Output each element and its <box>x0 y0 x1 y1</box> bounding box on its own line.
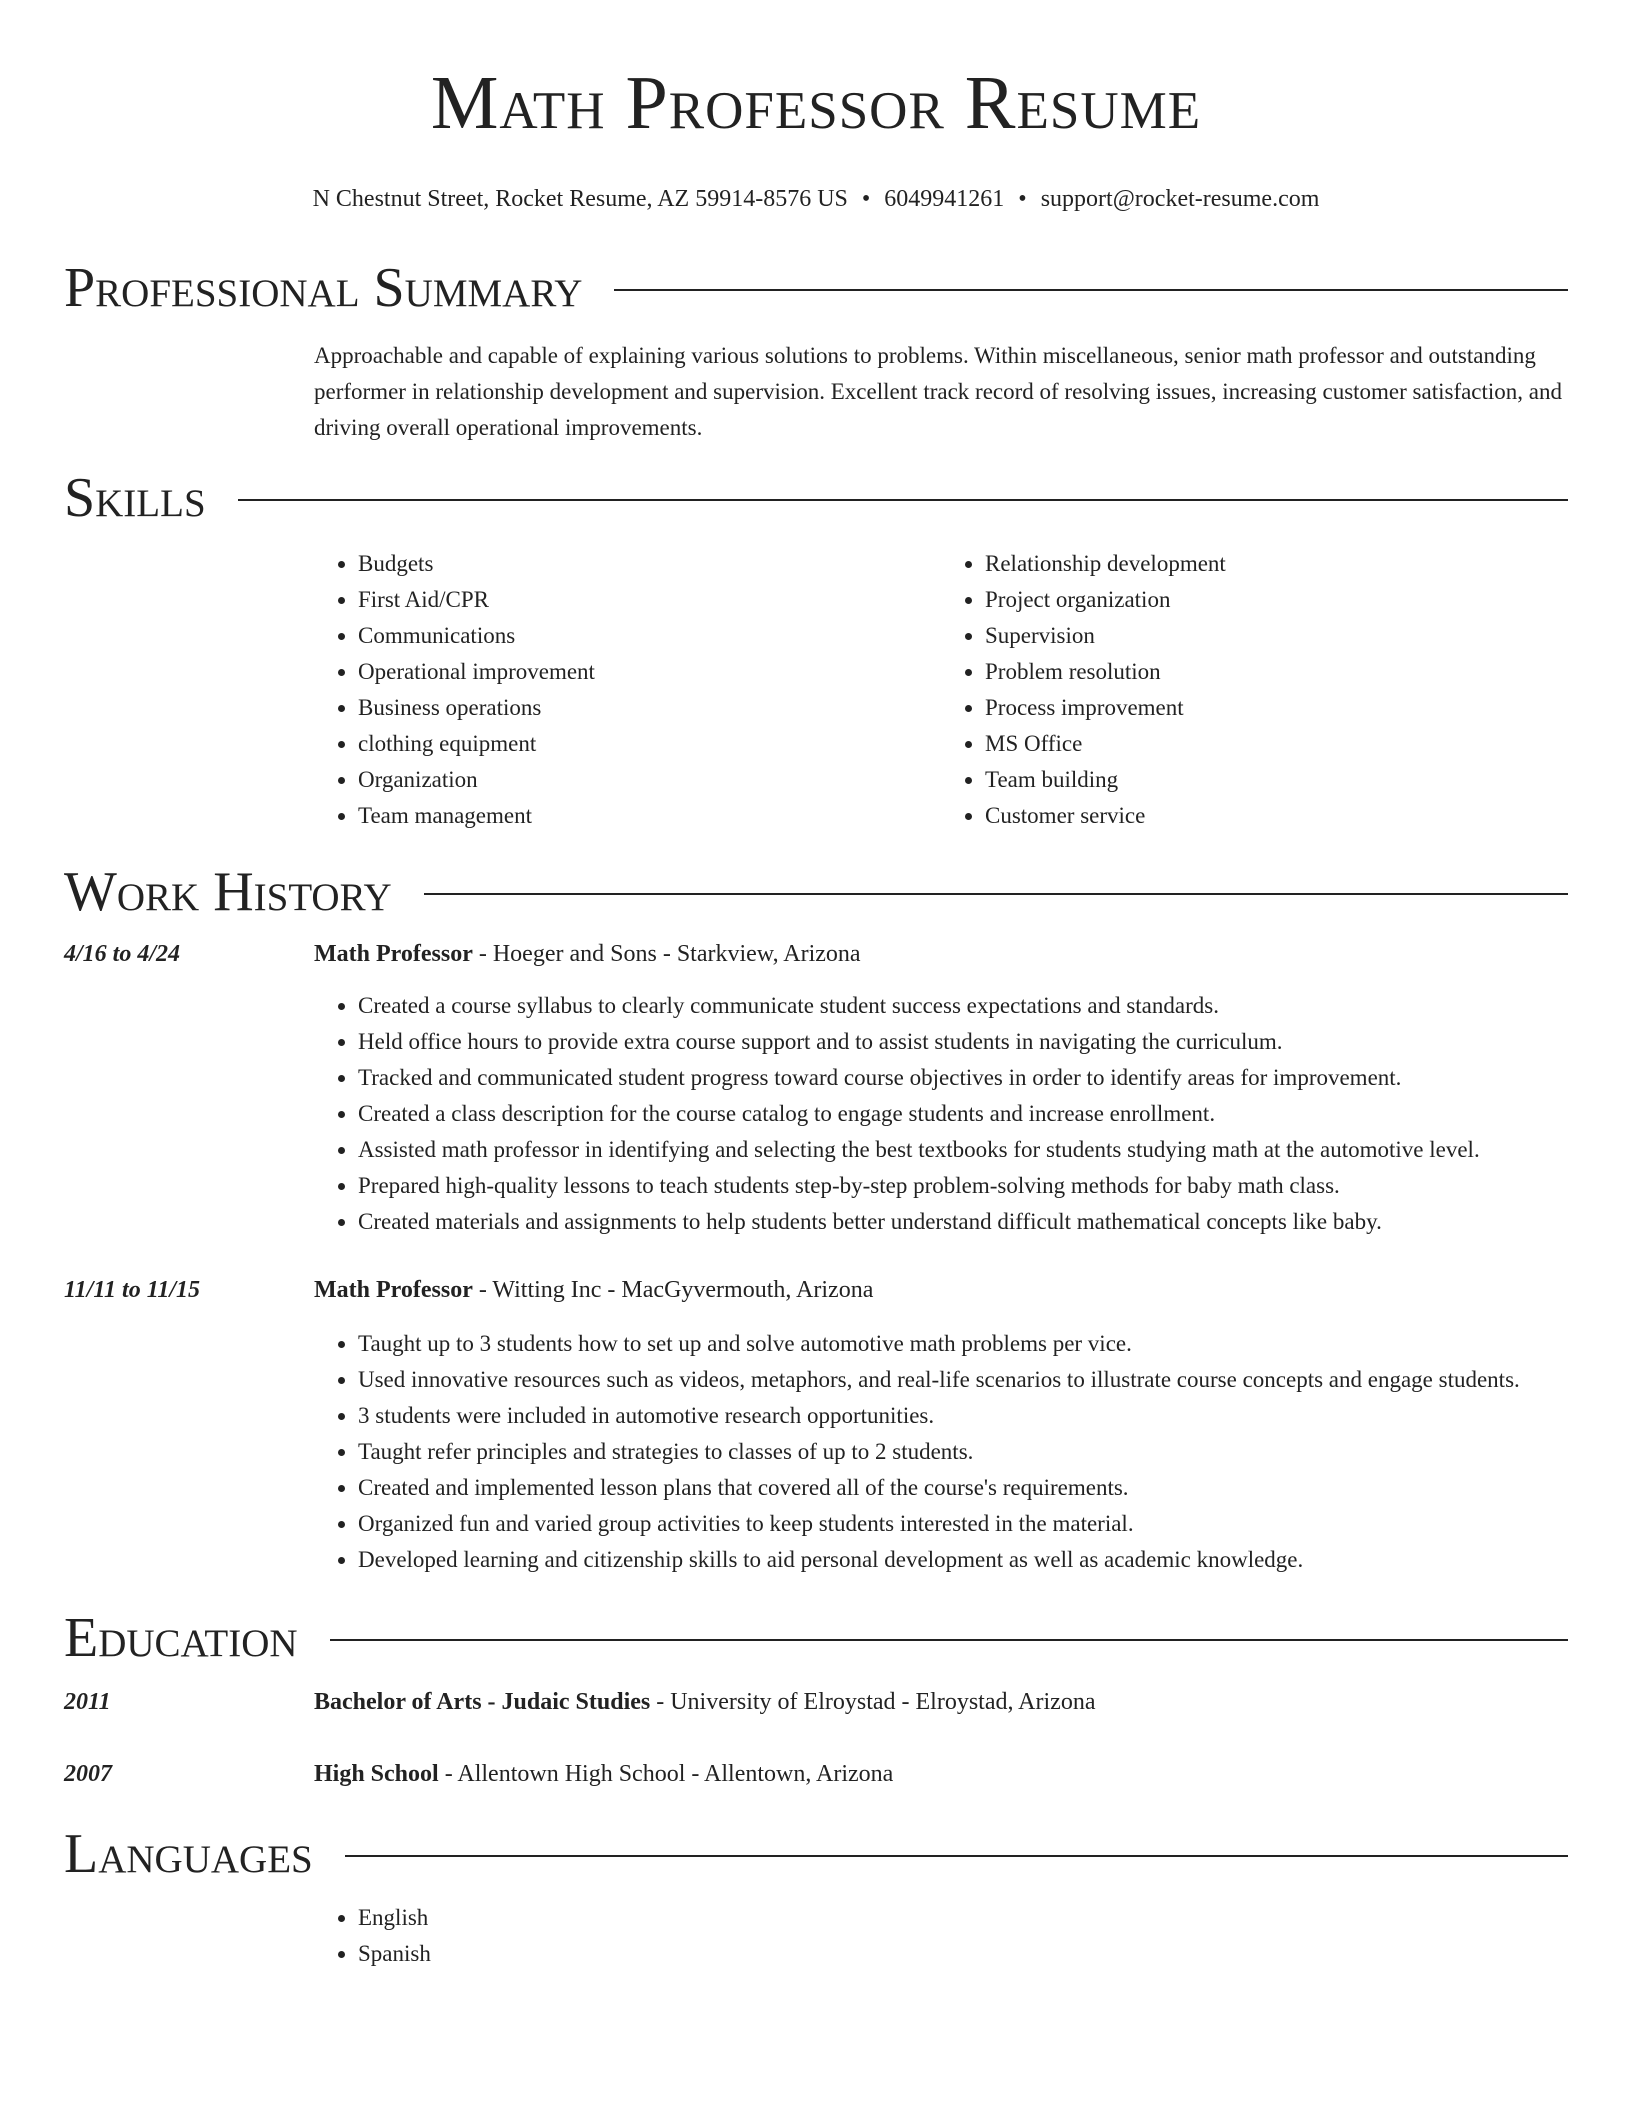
job-duties <box>314 1326 1568 1578</box>
section-divider <box>238 499 1568 501</box>
skill-item: • Problem resolution <box>985 654 1568 690</box>
job-title: Math Professor <box>314 1277 473 1303</box>
skill-item: • Communications <box>358 618 941 654</box>
job-employer: - Hoeger and Sons - Starkview, Arizona <box>472 941 861 967</box>
education-section-header <box>64 1606 1568 1670</box>
skill-item: • Customer service <box>985 798 1568 834</box>
address: N Chestnut Street, Rocket Resume, AZ 59914-8576 US <box>312 186 848 212</box>
job-bullet: • Created a course syllabus to clearly communicate student success expectations and standards. <box>358 988 1568 1024</box>
job-bullet: • Taught up to 3 students how to set up and solve automotive math problems per vice. <box>358 1326 1568 1362</box>
education-year: 2011 <box>64 1689 111 1715</box>
job-title: Math Professor <box>314 941 473 967</box>
education-school: - Allentown High School - Allentown, Arizona <box>438 1761 894 1787</box>
language-item: • English <box>358 1900 1568 1936</box>
skills-section-header <box>64 466 1568 530</box>
language-bullets <box>314 1900 1568 1972</box>
summary-heading: Professional Summary <box>64 257 583 319</box>
language-item: • Spanish <box>358 1936 1568 1972</box>
job-bullet: • Developed learning and citizenship skills to aid personal development as well as academic knowledge. <box>358 1542 1568 1578</box>
job-bullet: • Held office hours to provide extra course support and to assist students in navigating the curriculum. <box>358 1024 1568 1060</box>
summary-section-header <box>64 256 1568 320</box>
skills-column-right <box>941 546 1568 834</box>
job-entry-header <box>64 1272 1568 1308</box>
languages-section-header <box>64 1822 1568 1886</box>
skill-item: • Business operations <box>358 690 941 726</box>
skill-item: • Project organization <box>985 582 1568 618</box>
job-duties <box>314 988 1568 1240</box>
job-bullet: • 3 students were included in automotive research opportunities. <box>358 1398 1568 1434</box>
skill-item: • Team management <box>358 798 941 834</box>
skill-item: • Budgets <box>358 546 941 582</box>
phone: 6049941261 <box>884 186 1005 212</box>
email: support@rocket-resume.com <box>1040 186 1320 212</box>
education-entry <box>64 1756 1568 1792</box>
skill-item: • Operational improvement <box>358 654 941 690</box>
job-bullet: • Tracked and communicated student progress toward course objectives in order to identify areas for improvement. <box>358 1060 1568 1096</box>
section-divider <box>330 1639 1568 1641</box>
resume-title: Math Professor Resume <box>430 61 1202 145</box>
education-line <box>314 1684 1095 1720</box>
skill-item: • Team building <box>985 762 1568 798</box>
job-bullet: • Taught refer principles and strategies to classes of up to 2 students. <box>358 1434 1568 1470</box>
job-bullet: • Organized fun and varied group activities to keep students interested in the material. <box>358 1506 1568 1542</box>
skills-list <box>314 546 1568 834</box>
separator: • <box>1018 186 1027 212</box>
job-bullet: • Created a class description for the course catalog to engage students and increase enrollment. <box>358 1096 1568 1132</box>
education-heading: Education <box>64 1607 298 1669</box>
job-title-line <box>314 1272 873 1308</box>
job-bullet: • Created materials and assignments to help students better understand difficult mathematical concepts like baby. <box>358 1204 1568 1240</box>
skill-item: • Process improvement <box>985 690 1568 726</box>
skill-item: • First Aid/CPR <box>358 582 941 618</box>
job-bullet: • Assisted math professor in identifying and selecting the best textbooks for students studying math at the automotive level. <box>358 1132 1568 1168</box>
job-bullet: • Created and implemented lesson plans that covered all of the course's requirements. <box>358 1470 1568 1506</box>
education-degree: Bachelor of Arts - Judaic Studies <box>314 1689 651 1715</box>
job-bullets <box>314 1326 1568 1578</box>
section-divider <box>614 289 1568 291</box>
job-dates: 4/16 to 4/24 <box>64 941 181 967</box>
languages-list <box>314 1900 1568 1972</box>
education-degree: High School <box>314 1761 439 1787</box>
skill-item: • Supervision <box>985 618 1568 654</box>
skill-item: • Relationship development <box>985 546 1568 582</box>
job-dates: 11/11 to 11/15 <box>64 1277 201 1303</box>
job-employer: - Witting Inc - MacGyvermouth, Arizona <box>472 1277 874 1303</box>
education-year: 2007 <box>64 1761 112 1787</box>
section-divider <box>345 1855 1568 1857</box>
education-entry <box>64 1684 1568 1720</box>
job-bullet: • Used innovative resources such as videos, metaphors, and real-life scenarios to illustrate course concepts and engage students. <box>358 1362 1568 1398</box>
education-school: - University of Elroystad - Elroystad, Arizona <box>650 1689 1096 1715</box>
work-heading: Work History <box>64 861 392 923</box>
job-entry-header <box>64 936 1568 972</box>
skill-item: • clothing equipment <box>358 726 941 762</box>
section-divider <box>424 893 1568 895</box>
contact-line <box>64 184 1568 214</box>
summary-text: Approachable and capable of explaining various solutions to problems. Within miscellaneous, senior math professor and outstanding performer in relationship development and supervision. Excellent track record of resolving issues, increasing customer satisfaction, and driving overall operational improvements. <box>314 343 1563 440</box>
education-line <box>314 1756 893 1792</box>
languages-heading: Languages <box>64 1823 313 1885</box>
skills-column-left <box>314 546 941 834</box>
job-title-line <box>314 936 861 972</box>
skills-heading: Skills <box>64 467 206 529</box>
separator: • <box>861 186 871 212</box>
job-bullet: • Prepared high-quality lessons to teach students step-by-step problem-solving methods for baby math class. <box>358 1168 1568 1204</box>
skill-item: • MS Office <box>985 726 1568 762</box>
work-section-header <box>64 860 1568 924</box>
job-bullets <box>314 988 1568 1240</box>
skill-item: • Organization <box>358 762 941 798</box>
